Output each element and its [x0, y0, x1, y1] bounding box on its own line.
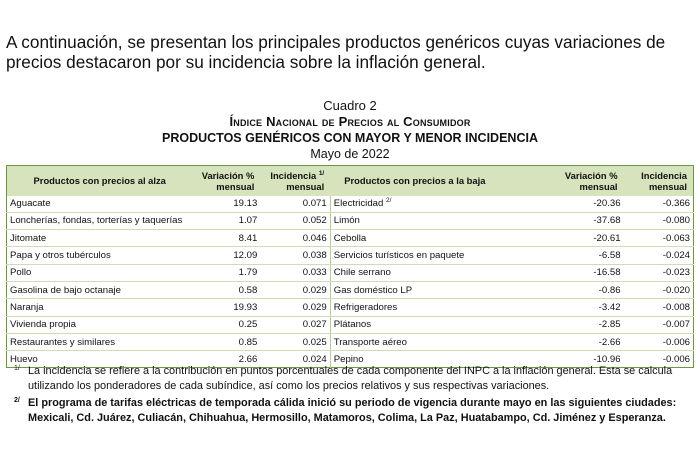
variation-down [548, 299, 624, 316]
incidence-up-text: 0.052 [302, 215, 327, 227]
table-row [7, 264, 694, 281]
footnote-1 [14, 364, 696, 395]
variation-down-text: -2.66 [598, 336, 621, 348]
product-down-text: Transporte aéreo [333, 336, 407, 348]
table-header-row [7, 166, 694, 196]
variation-down [548, 212, 624, 229]
variation-up [192, 299, 260, 316]
variation-down-text: -20.36 [593, 198, 621, 210]
incidence-down-text: -0.023 [662, 267, 690, 279]
incidence-down-text: -0.006 [662, 336, 690, 348]
header-variacion-baja [548, 166, 624, 196]
variation-up [192, 316, 260, 333]
table-row [7, 212, 694, 229]
variation-up-text: 12.09 [233, 250, 258, 262]
incidence-up [260, 281, 330, 298]
product-up [7, 196, 193, 213]
variation-down-text: -16.58 [593, 267, 621, 279]
variation-up-text: 2.66 [238, 353, 258, 365]
product-up [7, 230, 193, 247]
product-up-text: Vivienda propia [10, 319, 76, 331]
intro-paragraph: A continuación, se presentan los principales productos genéricos cuyas variaciones de precios destacaron por su incidencia sobre la inflación general. [6, 32, 666, 72]
variation-up-text: 19.93 [233, 301, 258, 313]
variation-down-text: -6.58 [598, 250, 621, 262]
product-up-text: Pollo [10, 267, 32, 279]
variation-up-text: 1.79 [238, 267, 258, 279]
variation-down-text: -37.68 [593, 215, 621, 227]
variation-up [192, 212, 260, 229]
incidence-up [260, 299, 330, 316]
variation-up [192, 247, 260, 264]
header-variacion2-line1: Variación % [564, 169, 618, 181]
incidence-up [260, 230, 330, 247]
product-down-text: Electricidad [333, 198, 384, 210]
header-baja: Productos con precios a la baja [344, 175, 486, 187]
header-incidencia2-line1: Incidencia [641, 169, 687, 181]
variation-down [548, 196, 624, 213]
variation-up [192, 196, 260, 213]
product-up-text: Papa y otros tubérculos [10, 250, 111, 262]
variation-up-text: 1.07 [238, 215, 258, 227]
variation-up [192, 264, 260, 281]
variation-up-text: 8.41 [238, 232, 258, 244]
product-up-text: Restaurantes y similares [10, 336, 116, 348]
header-incidencia2-line2: mensual [648, 180, 687, 192]
incidence-up-text: 0.024 [302, 353, 327, 365]
incidence-down-text: -0.020 [662, 284, 690, 296]
variation-down-text: -20.61 [593, 232, 621, 244]
product-up-text: Aguacate [10, 198, 51, 210]
incidence-up [260, 316, 330, 333]
header-incidencia-footnote-mark: 1/ [318, 169, 325, 177]
variation-down [548, 316, 624, 333]
table-row [7, 247, 694, 264]
table-row [7, 299, 694, 316]
table-subtitle: PRODUCTOS GENÉRICOS CON MAYOR Y MENOR INCIDENCIA [162, 131, 538, 145]
variation-up [192, 281, 260, 298]
header-variacion-alza [192, 166, 260, 196]
variation-down-text: -10.96 [593, 353, 621, 365]
incidence-up-text: 0.071 [302, 198, 327, 210]
incidence-down-text: -0.080 [662, 215, 690, 227]
table-row [7, 230, 694, 247]
incidence-down-text: -0.366 [662, 198, 690, 210]
footnote-2-text: El programa de tarifas eléctricas de temporada cálida inició su periodo de vigencia durante mayo en las siguientes ciudades: Mexicali, Cd. Juárez, Culiacán, Chihuahua, Hermosillo, Matamoros, Colima, La Paz, Huatabampo, Cd. Jiménez y Esperanza. [28, 396, 677, 424]
product-down-text: Pepino [333, 353, 364, 365]
table-row [7, 333, 694, 350]
footnote-2-mark: 2/ [14, 396, 20, 404]
incidence-down [624, 299, 694, 316]
incidence-up-text: 0.029 [302, 301, 327, 313]
header-incidencia-alza [260, 166, 330, 196]
table-row [7, 196, 694, 213]
table-title: Índice Nacional de Precios al Consumidor [229, 114, 471, 129]
variation-down [548, 230, 624, 247]
variation-down-text: -3.42 [598, 301, 621, 313]
variation-down-text: -0.86 [598, 284, 621, 296]
product-up [7, 281, 193, 298]
variation-up [192, 333, 260, 350]
product-down [330, 316, 547, 333]
incidence-up-text: 0.046 [302, 232, 327, 244]
footnote-1-mark: 1/ [14, 365, 20, 372]
footnote-2 [14, 396, 696, 427]
incidence-down [624, 264, 694, 281]
variation-up-text: 0.25 [238, 319, 258, 331]
incidence-up [260, 333, 330, 350]
product-up-text: Huevo [10, 353, 38, 365]
table-row [7, 316, 694, 333]
footnote-mark: 2/ [386, 196, 392, 204]
incidence-down [624, 212, 694, 229]
product-down-text: Cebolla [333, 232, 367, 244]
incidence-down-text: -0.008 [662, 301, 690, 313]
incidence-up-text: 0.038 [302, 250, 327, 262]
product-down-text: Limón [333, 215, 360, 227]
incidence-table [6, 165, 694, 368]
product-down [330, 333, 547, 350]
product-up [7, 316, 193, 333]
product-up-text: Loncherías, fondas, torterías y taquerías [10, 215, 183, 227]
product-down-text: Refrigeradores [333, 301, 398, 313]
product-down [330, 212, 547, 229]
incidence-up [260, 196, 330, 213]
incidence-down [624, 281, 694, 298]
header-variacion2-line2: mensual [579, 180, 618, 192]
incidence-up [260, 247, 330, 264]
incidence-down-text: -0.024 [662, 250, 690, 262]
product-down-text: Plátanos [333, 319, 372, 331]
product-down [330, 299, 547, 316]
incidence-down-text: -0.063 [662, 232, 690, 244]
product-down-text: Chile serrano [333, 267, 391, 279]
table-row [7, 281, 694, 298]
incidence-down-text: -0.007 [662, 319, 690, 331]
incidence-down [624, 333, 694, 350]
header-variacion-line1: Variación % [201, 169, 255, 181]
product-down [330, 230, 547, 247]
incidence-down [624, 230, 694, 247]
product-up [7, 247, 193, 264]
header-variacion-line2: mensual [216, 180, 255, 192]
incidence-down-text: -0.006 [662, 353, 690, 365]
incidence-up-text: 0.027 [302, 319, 327, 331]
incidence-up [260, 264, 330, 281]
product-up [7, 333, 193, 350]
product-up-text: Jitomate [10, 232, 47, 244]
incidence-up-text: 0.033 [302, 267, 327, 279]
footnotes [14, 364, 696, 427]
variation-up-text: 0.85 [238, 336, 258, 348]
product-down-text: Servicios turísticos en paquete [333, 250, 465, 262]
incidence-up [260, 212, 330, 229]
header-incidencia-baja [624, 166, 694, 196]
header-alza: Productos con precios al alza [33, 175, 166, 187]
variation-down [548, 333, 624, 350]
header-incidencia-line2: mensual [286, 180, 325, 192]
table-titles [0, 98, 700, 162]
table-period: Mayo de 2022 [310, 147, 390, 161]
cuadro-label: Cuadro 2 [323, 98, 377, 113]
product-down-text: Gas doméstico LP [333, 284, 413, 296]
variation-up-text: 19.13 [233, 198, 258, 210]
product-down [330, 281, 547, 298]
incidence-down [624, 316, 694, 333]
variation-down [548, 281, 624, 298]
incidence-down [624, 196, 694, 213]
variation-down-text: -2.85 [598, 319, 621, 331]
variation-up [192, 230, 260, 247]
product-up [7, 212, 193, 229]
variation-down [548, 247, 624, 264]
incidence-up-text: 0.029 [302, 284, 327, 296]
product-down [330, 247, 547, 264]
header-incidencia-line1: Incidencia [270, 169, 317, 181]
product-up-text: Naranja [10, 301, 44, 313]
product-up [7, 299, 193, 316]
product-up [7, 264, 193, 281]
incidence-down [624, 247, 694, 264]
product-up-text: Gasolina de bajo octanaje [10, 284, 121, 296]
footnote-1-text: La incidencia se refiere a la contribución en puntos porcentuales de cada componente del INPC a la inflación general. Esta se calcula utilizando los ponderadores de cada subíndice, así como los precios relativos y sus respectivas variaciones. [28, 365, 673, 393]
product-down [330, 264, 547, 281]
variation-down [548, 264, 624, 281]
product-down [330, 196, 547, 213]
incidence-up-text: 0.025 [302, 336, 327, 348]
variation-up-text: 0.58 [238, 284, 258, 296]
